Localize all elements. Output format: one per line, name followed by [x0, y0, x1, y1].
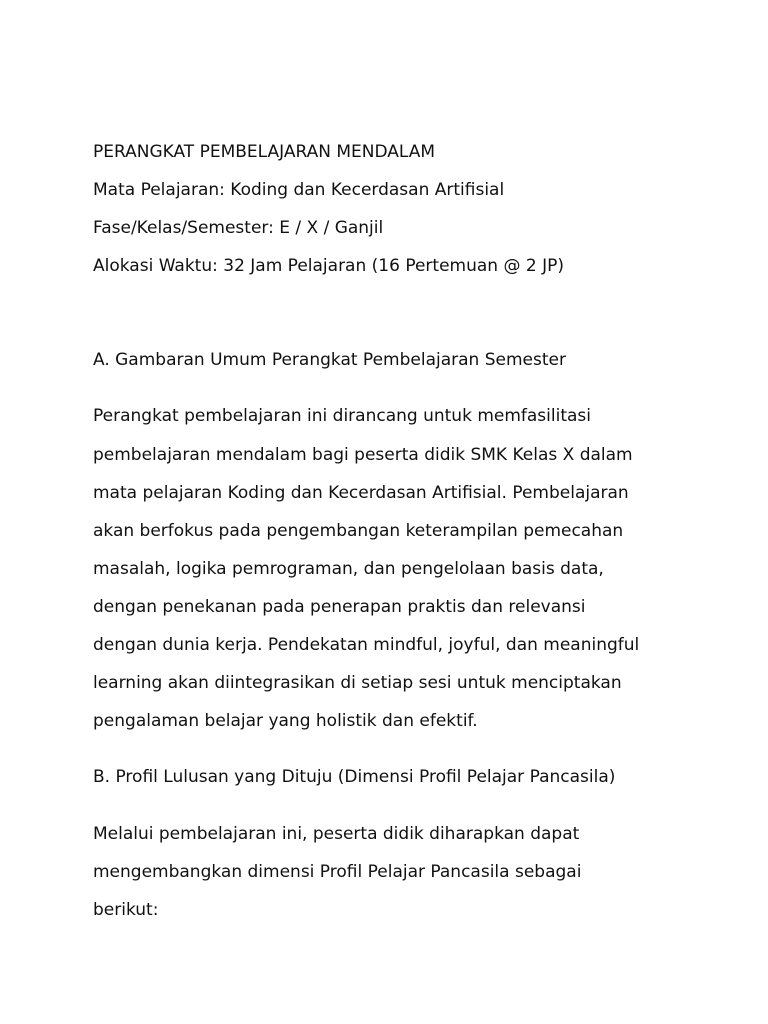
section-a-line: pembelajaran mendalam bagi peserta didik SMK Kelas X dalam — [93, 445, 633, 465]
document-title: PERANGKAT PEMBELAJARAN MENDALAM — [93, 142, 436, 162]
section-b-heading: B. Profil Lulusan yang Dituju (Dimensi Profil Pelajar Pancasila) — [93, 767, 616, 787]
section-a-line: pengalaman belajar yang holistik dan efektif. — [93, 711, 478, 731]
subject-line: Mata Pelajaran: Koding dan Kecerdasan Artifisial — [93, 180, 505, 200]
section-a-heading: A. Gambaran Umum Perangkat Pembelajaran Semester — [93, 350, 566, 370]
section-b-line: mengembangkan dimensi Profil Pelajar Pancasila sebagai — [93, 862, 582, 882]
section-b-line: berikut: — [93, 900, 159, 920]
section-a-line: akan berfokus pada pengembangan keterampilan pemecahan — [93, 521, 624, 541]
section-a-line: dengan dunia kerja. Pendekatan mindful, joyful, dan meaningful — [93, 635, 640, 655]
phase-line: Fase/Kelas/Semester: E / X / Ganjil — [93, 218, 384, 238]
section-a-line: mata pelajaran Koding dan Kecerdasan Artifisial. Pembelajaran — [93, 483, 629, 503]
section-a-line: learning akan diintegrasikan di setiap sesi untuk menciptakan — [93, 673, 622, 693]
section-a-line: dengan penekanan pada penerapan praktis dan relevansi — [93, 597, 586, 617]
section-a-line: masalah, logika pemrograman, dan pengelolaan basis data, — [93, 559, 604, 579]
time-allocation-line: Alokasi Waktu: 32 Jam Pelajaran (16 Pertemuan @ 2 JP) — [93, 256, 564, 276]
section-b-line: Melalui pembelajaran ini, peserta didik diharapkan dapat — [93, 824, 580, 844]
section-a-line: Perangkat pembelajaran ini dirancang untuk memfasilitasi — [93, 406, 591, 426]
